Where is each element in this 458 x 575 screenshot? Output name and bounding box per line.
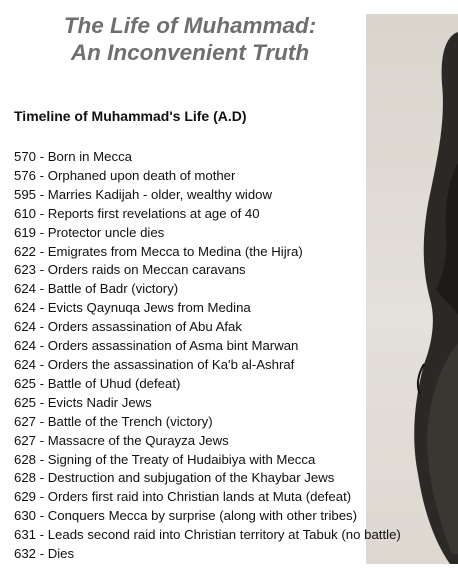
timeline-item: 627 - Battle of the Trench (victory) xyxy=(14,413,213,429)
page-title xyxy=(20,12,360,66)
timeline-item: 624 - Orders assassination of Asma bint Marwan xyxy=(14,338,299,354)
timeline-heading: Timeline of Muhammad's Life (A.D) xyxy=(14,108,247,124)
title-line-2: An Inconvenient Truth xyxy=(70,40,310,65)
timeline-item: 624 - Orders assassination of Abu Afak xyxy=(14,319,242,335)
timeline-item: 624 - Orders the assassination of Ka'b al-Ashraf xyxy=(14,356,295,372)
timeline-item: 622 - Emigrates from Mecca to Medina (the Hijra) xyxy=(14,243,303,259)
timeline-item: 570 - Born in Mecca xyxy=(14,149,133,164)
timeline-item: 576 - Orphaned upon death of mother xyxy=(14,167,236,183)
timeline-list xyxy=(14,148,401,564)
timeline-item: 631 - Leads second raid into Christian territory at Tabuk (no battle) xyxy=(14,527,401,543)
timeline-item: 624 - Evicts Qaynuqa Jews from Medina xyxy=(14,300,251,316)
timeline-item: 624 - Battle of Badr (victory) xyxy=(14,281,179,297)
timeline-item: 627 - Massacre of the Qurayza Jews xyxy=(14,432,229,448)
timeline-item: 625 - Battle of Uhud (defeat) xyxy=(14,375,181,391)
timeline-item: 625 - Evicts Nadir Jews xyxy=(14,394,152,410)
timeline-item: 628 - Signing of the Treaty of Hudaibiya with Mecca xyxy=(14,451,316,467)
timeline-item: 628 - Destruction and subjugation of the Khaybar Jews xyxy=(14,470,335,486)
timeline-item: 630 - Conquers Mecca by surprise (along with other tribes) xyxy=(14,508,358,524)
timeline-item: 619 - Protector uncle dies xyxy=(14,224,165,240)
timeline-item: 632 - Dies xyxy=(14,546,75,562)
timeline-item: 623 - Orders raids on Meccan caravans xyxy=(14,262,246,278)
title-line-1: The Life of Muhammad: xyxy=(63,13,317,38)
timeline-item: 595 - Marries Kadijah - older, wealthy widow xyxy=(14,186,273,202)
timeline-item: 610 - Reports first revelations at age of 40 xyxy=(14,205,260,221)
timeline-item: 629 - Orders first raid into Christian lands at Muta (defeat) xyxy=(14,489,352,505)
